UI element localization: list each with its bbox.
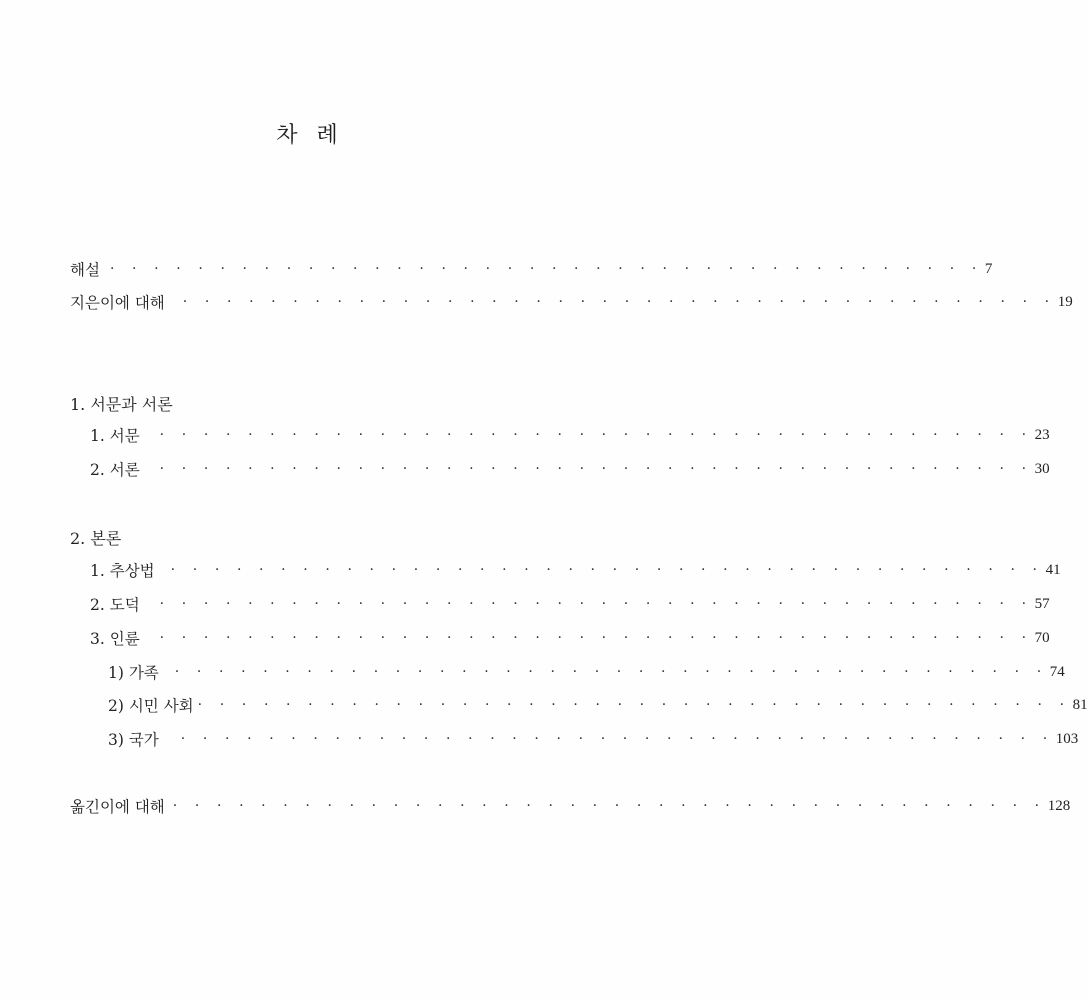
dot-leader: · · · · · · · · · · · · · · · · · · · · · · · · · · · · · · · · · · · · · · · · <box>174 664 1048 680</box>
toc-entry-preface[interactable] <box>90 423 1050 447</box>
dot-leader: · · · · · · · · · · · · · · · · · · · · · · · · · · · · · · · · · · · · · · · · <box>159 630 1033 646</box>
toc-entry-label: 2. 도덕 <box>90 596 140 614</box>
dot-leader: · · · · · · · · · · · · · · · · · · · · · · · · · · · · · · · · · · · · · · · · <box>159 596 1033 612</box>
dot-leader: · · · · · · · · · · · · · · · · · · · · · · · · · · · · · · · · · · · · · · · · <box>159 461 1033 477</box>
toc-entry-label: 3. 인륜 <box>90 630 140 648</box>
dot-leader: · · · · · · · · · · · · · · · · · · · · · · · · · · · · · · · · · · · · · · · · <box>109 261 983 277</box>
toc-entry-label: 1. 추상법 <box>90 562 155 580</box>
toc-page-number: 57 <box>1034 595 1050 612</box>
dot-leader: · · · · · · · · · · · · · · · · · · · · · · · · · · · · · · · · · · · · · · · · <box>182 294 1056 310</box>
toc-entry-label: 2. 서론 <box>90 461 140 479</box>
dot-leader: · · · · · · · · · · · · · · · · · · · · · · · · · · · · · · · · · · · · · · · · <box>172 798 1046 814</box>
toc-entry-label: 3) 국가 <box>108 731 159 749</box>
section-heading-2[interactable]: 2. 본론 <box>70 529 122 548</box>
section-heading-1[interactable]: 1. 서문과 서론 <box>70 395 173 414</box>
toc-entry-label: 옮긴이에 대해 <box>70 798 165 816</box>
page-title: 차 례 <box>276 123 344 148</box>
toc-entry-state[interactable] <box>108 727 1079 751</box>
toc-entry-about-translator[interactable] <box>70 794 1071 818</box>
toc-page-number: 70 <box>1034 629 1050 646</box>
toc-entry-morality[interactable] <box>90 592 1050 616</box>
toc-page-number: 19 <box>1057 293 1073 310</box>
toc-entry-label: 해설 <box>70 261 100 279</box>
dot-leader: · · · · · · · · · · · · · · · · · · · · · · · · · · · · · · · · · · · · · · · · <box>197 697 1071 713</box>
toc-entry-abstract-right[interactable] <box>90 558 1061 582</box>
toc-entry-family[interactable] <box>108 660 1065 684</box>
dot-leader: · · · · · · · · · · · · · · · · · · · · · · · · · · · · · · · · · · · · · · · · <box>170 562 1044 578</box>
toc-entry-civil-society[interactable] <box>108 693 1088 717</box>
toc-page-number: 103 <box>1055 730 1079 747</box>
toc-entry-label: 1. 서문 <box>90 427 140 445</box>
toc-page-number: 128 <box>1047 797 1071 814</box>
toc-page-number: 23 <box>1034 426 1050 443</box>
toc-entry-commentary[interactable] <box>70 257 993 281</box>
toc-entry-label: 1) 가족 <box>108 664 159 682</box>
toc-entry-ethical-life[interactable] <box>90 626 1050 650</box>
toc-page-number: 7 <box>984 260 993 277</box>
toc-entry-label: 2) 시민 사회 <box>108 697 194 715</box>
dot-leader: · · · · · · · · · · · · · · · · · · · · · · · · · · · · · · · · · · · · · · · · <box>180 731 1054 747</box>
toc-page-number: 41 <box>1045 561 1061 578</box>
toc-entry-label: 지은이에 대해 <box>70 294 165 312</box>
toc-page-number: 30 <box>1034 460 1050 477</box>
dot-leader: · · · · · · · · · · · · · · · · · · · · · · · · · · · · · · · · · · · · · · · · <box>159 427 1033 443</box>
toc-entry-introduction[interactable] <box>90 457 1050 481</box>
toc-page-number: 74 <box>1049 663 1065 680</box>
toc-page-number: 81 <box>1072 696 1088 713</box>
toc-entry-about-author[interactable] <box>70 290 1073 314</box>
